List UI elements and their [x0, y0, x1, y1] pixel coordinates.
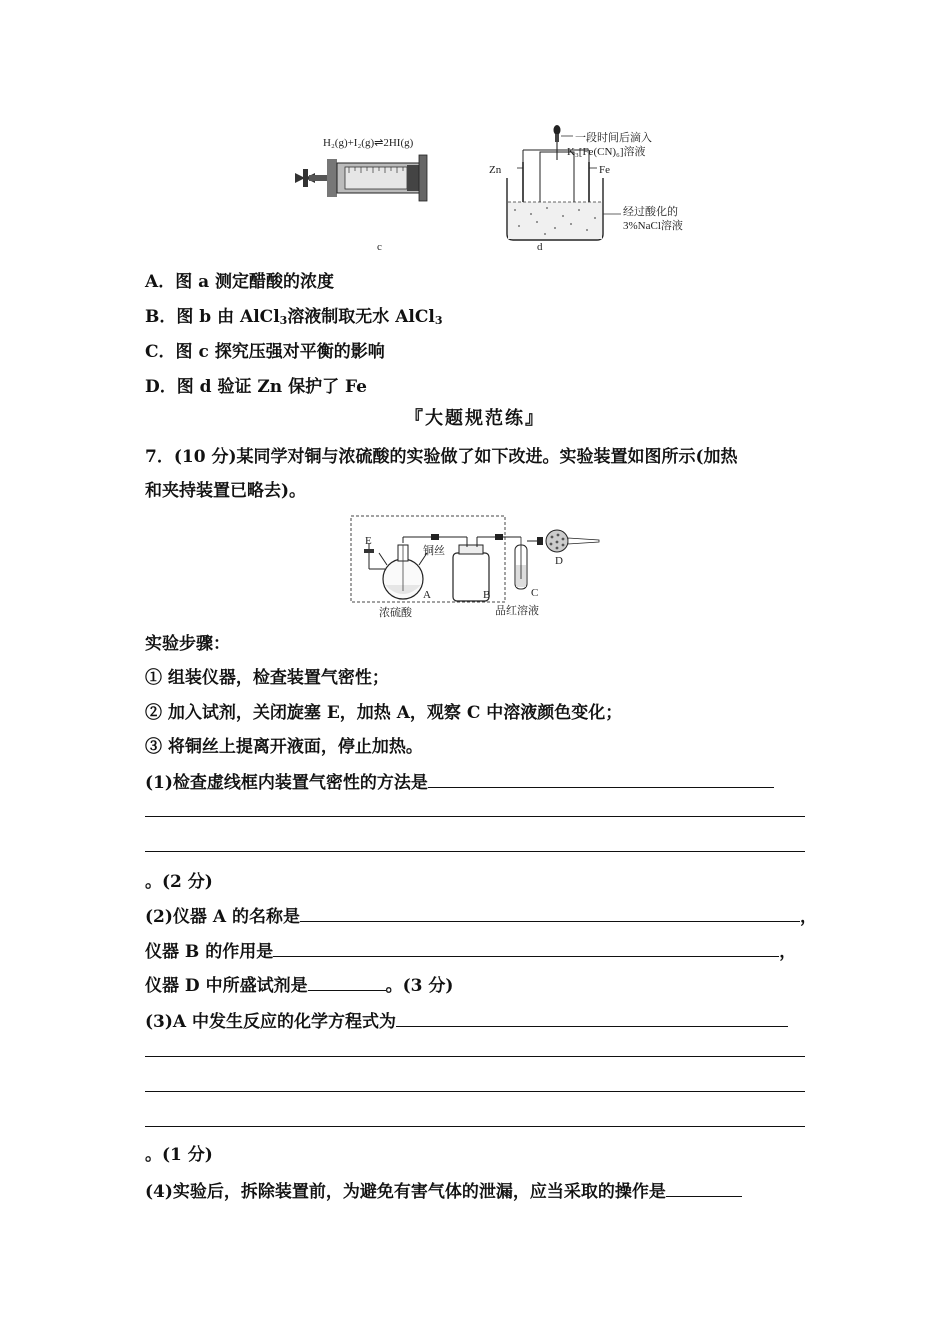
syringe-drawing — [285, 151, 445, 221]
q3-prompt — [145, 1008, 788, 1034]
q3-score: 。(1 分) — [145, 1145, 213, 1165]
label-d: D — [555, 555, 563, 567]
option-b-mid: 溶液制取无水 AlCl — [287, 307, 435, 327]
solution-line1: 经过酸化的 — [623, 206, 678, 218]
step-3: ③ 将铜丝上提离开液面，停止加热。 — [145, 737, 423, 757]
q2b-text: 仪器 B 的作用是 — [145, 942, 274, 962]
q2c-prompt — [145, 972, 453, 998]
q3-answer-line-2[interactable] — [145, 1056, 805, 1057]
q1-answer-line-2[interactable] — [145, 816, 805, 817]
steps-title: 实验步骤： — [145, 634, 230, 654]
q1-text: (1)检查虚线框内装置气密性的方法是 — [145, 773, 428, 793]
label-c: C — [531, 587, 539, 599]
figure-d-caption: d — [537, 241, 543, 253]
q2c-answer-blank[interactable] — [308, 972, 386, 991]
step-2: ② 加入试剂，关闭旋塞 E，加热 A，观察 C 中溶液颜色变化； — [145, 703, 623, 723]
option-b-prefix: B．图 b 由 AlCl — [145, 307, 280, 327]
zn-label: Zn — [489, 164, 502, 176]
apparatus-figure — [345, 513, 605, 625]
solution-line2: 3%NaCl溶液 — [623, 220, 683, 232]
q1-prompt — [145, 769, 774, 795]
q3-answer-blank[interactable] — [396, 1008, 788, 1027]
label-a: A — [423, 589, 431, 601]
option-c: C．图 c 探究压强对平衡的影响 — [145, 342, 385, 362]
figure-c — [285, 135, 445, 260]
q3-answer-line-3[interactable] — [145, 1091, 805, 1092]
drop-label-line1: 一段时间后滴入 — [575, 132, 652, 144]
q7-line2: 和夹持装置已略去)。 — [145, 481, 307, 501]
figure-c-caption: c — [377, 241, 382, 253]
q2b-answer-blank[interactable] — [273, 938, 779, 957]
q7-line1: 7．(10 分)某同学对铜与浓硫酸的实验做了如下改进。实验装置如图所示(加热 — [145, 447, 738, 467]
q1-score: 。(2 分) — [145, 872, 213, 892]
fe-label: Fe — [599, 164, 610, 176]
q2a-end: ， — [799, 907, 817, 927]
q3-answer-line-4[interactable] — [145, 1126, 805, 1127]
q1-answer-blank[interactable] — [428, 769, 774, 788]
figure-c-equation: H₂(g)+I₂(g)⇌2HI(g) — [323, 137, 414, 149]
option-a: A．图 a 测定醋酸的浓度 — [145, 272, 335, 292]
label-wire: 铜丝 — [423, 545, 445, 557]
q4-prompt — [145, 1178, 742, 1204]
q2a-text: (2)仪器 A 的名称是 — [145, 907, 300, 927]
figure-d — [485, 122, 683, 260]
q4-text: (4)实验后，拆除装置前，为避免有害气体的泄漏，应当采取的操作是 — [145, 1182, 666, 1202]
q4-answer-blank[interactable] — [666, 1178, 742, 1197]
option-b-sub2: 3 — [434, 314, 443, 327]
q2c-text: 仪器 D 中所盛试剂是 — [145, 976, 308, 996]
label-acid: 浓硫酸 — [379, 607, 412, 619]
option-d: D．图 d 验证 Zn 保护了 Fe — [145, 377, 367, 397]
option-b — [145, 305, 443, 333]
section-title: 『大题规范练』 — [405, 408, 545, 429]
option-b-sub1: 3 — [279, 314, 288, 327]
q2c-end: 。(3 分) — [385, 976, 454, 996]
q2a-prompt — [145, 903, 817, 929]
label-e: E — [365, 535, 372, 547]
q2b-prompt — [145, 938, 796, 964]
q2b-end: ， — [779, 942, 797, 962]
step-1: ① 组装仪器，检查装置气密性； — [145, 668, 389, 688]
q1-answer-line-3[interactable] — [145, 851, 805, 852]
drop-label-line2: K₃[Fe(CN)₆]溶液 — [567, 146, 646, 158]
label-b: B — [483, 589, 491, 601]
q2a-answer-blank[interactable] — [300, 903, 800, 922]
q3-text: (3)A 中发生反应的化学方程式为 — [145, 1012, 397, 1032]
label-red-solution: 品红溶液 — [495, 605, 539, 617]
